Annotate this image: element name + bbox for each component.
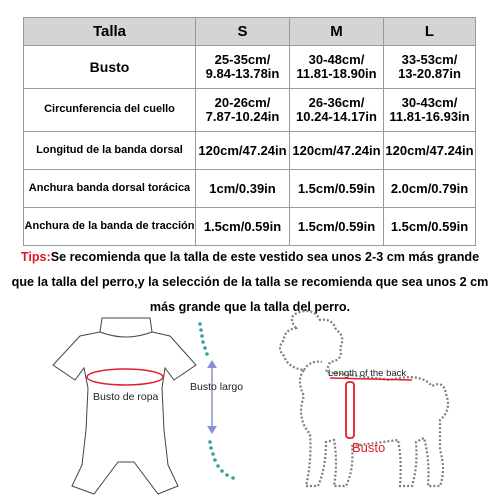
size-tips (8, 245, 492, 320)
label-busto-largo: Busto largo (190, 381, 244, 393)
row-label (24, 132, 196, 170)
table-row (24, 170, 476, 208)
arrow-down-icon (207, 426, 217, 434)
cell-l (384, 46, 476, 89)
row-label-text: Circunferencia del cuello (44, 103, 175, 116)
cell-text: 120cm/47.24in (198, 142, 287, 158)
cell-text: 1cm/0.39in (209, 180, 276, 196)
cell-text: 1.5cm/0.59in (297, 218, 376, 234)
cell-text: 30-48cm/ 11.81-18.90in (296, 52, 377, 81)
cell-s (196, 46, 290, 89)
header-m: M (290, 18, 384, 46)
cell-m (290, 132, 384, 170)
cell-m (290, 170, 384, 208)
cell-text: 1.5cm/0.59in (390, 218, 469, 234)
header-talla: Talla (24, 18, 196, 46)
tips-prefix: Tips: (20, 250, 51, 264)
cell-text: 120cm/47.24in (292, 142, 381, 158)
table-row (24, 46, 476, 89)
tips-text: Se recomienda que la talla de este vestido sea unos 2-3 cm más grande que la talla del perro,y la selección de la talla se recomienda que sea unos 2 cm más grande que la talla del perro. (11, 250, 489, 314)
cell-text: 2.0cm/0.79in (390, 180, 469, 196)
cell-s (196, 170, 290, 208)
label-length-back: Length of the back (328, 368, 407, 379)
garment-outline (53, 318, 196, 494)
row-label-text: Anchura banda dorsal torácica (28, 181, 191, 194)
cell-s (196, 208, 290, 246)
bead-chain (198, 322, 235, 480)
cell-text: 20-26cm/ 7.87-10.24in (205, 95, 280, 124)
table-row (24, 208, 476, 246)
cell-text: 120cm/47.24in (385, 142, 474, 158)
table-header-row (24, 18, 476, 46)
cell-text: 1.5cm/0.59in (203, 218, 282, 234)
cell-text: 25-35cm/ 9.84-13.78in (205, 52, 280, 81)
chest-strap (346, 382, 354, 438)
row-label (24, 170, 196, 208)
cell-text: 30-43cm/ 11.81-16.93in (389, 95, 470, 124)
row-label (24, 46, 196, 89)
row-label-text: Busto (89, 58, 130, 75)
cell-m (290, 89, 384, 132)
garment-chest-ellipse (87, 369, 163, 385)
cell-l (384, 89, 476, 132)
cell-s (196, 132, 290, 170)
size-table (23, 17, 476, 246)
cell-l (384, 132, 476, 170)
label-dog-busto: Busto (352, 440, 386, 455)
table-row (24, 89, 476, 132)
row-label (24, 89, 196, 132)
cell-text: 1.5cm/0.59in (297, 180, 376, 196)
arrow-up-icon (207, 360, 217, 368)
row-label-text: Longitud de la banda dorsal (36, 143, 183, 156)
cell-l (384, 170, 476, 208)
cell-text: 33-53cm/ 13-20.87in (398, 52, 461, 81)
row-label (24, 208, 196, 246)
dog-outline (280, 311, 448, 486)
measurement-diagram (0, 310, 500, 499)
header-l: L (384, 18, 476, 46)
table-row (24, 132, 476, 170)
cell-m (290, 208, 384, 246)
header-s: S (196, 18, 290, 46)
row-label-text: Anchura de la banda de tracción (24, 219, 195, 232)
cell-m (290, 46, 384, 89)
label-busto-ropa: Busto de ropa (93, 391, 159, 403)
cell-text: 26-36cm/ 10.24-14.17in (296, 95, 377, 124)
cell-l (384, 208, 476, 246)
cell-s (196, 89, 290, 132)
